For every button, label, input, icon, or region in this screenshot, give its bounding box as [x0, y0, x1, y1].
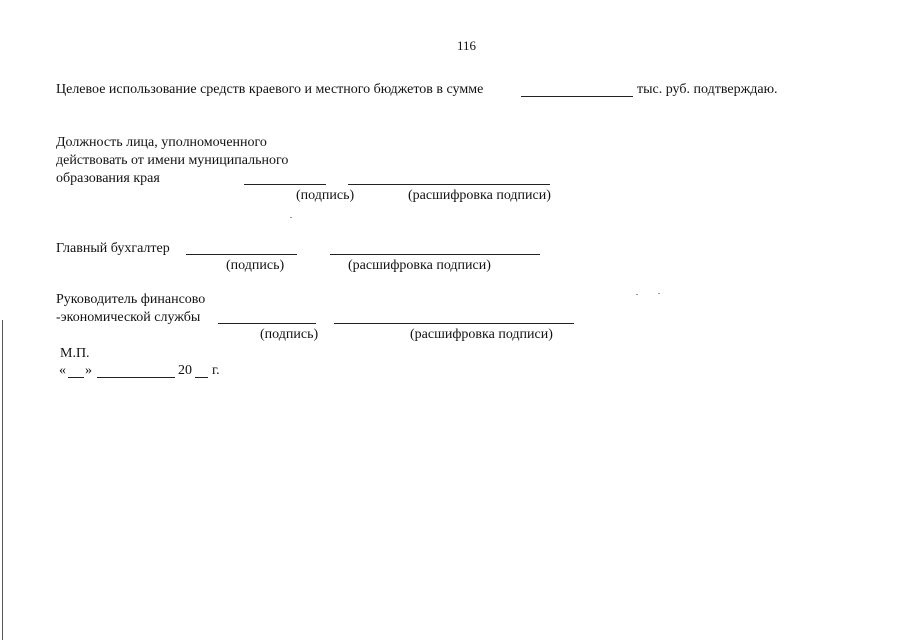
finance-signature-caption: (подпись)	[260, 327, 319, 342]
accountant-signature-caption: (подпись)	[226, 258, 285, 273]
page-number: 116	[457, 38, 477, 53]
scan-left-edge	[2, 320, 3, 640]
amount-blank-line[interactable]	[521, 96, 633, 97]
finance-decoding-line[interactable]	[334, 323, 574, 324]
official-position-line3: образования края	[56, 171, 160, 186]
accountant-label: Главный бухгалтер	[56, 241, 170, 256]
official-decoding-line[interactable]	[348, 184, 550, 185]
finance-head-line1: Руководитель финансово	[56, 292, 206, 307]
official-position-line1: Должность лица, уполномоченного	[56, 135, 267, 150]
date-year-blank[interactable]	[195, 377, 208, 378]
date-day-blank[interactable]	[68, 377, 84, 378]
scan-speck	[658, 293, 660, 294]
date-month-blank[interactable]	[97, 377, 175, 378]
confirmation-text: Целевое использование средств краевого и местного бюджетов в сумме	[56, 82, 484, 97]
official-position-line2: действовать от имени муниципального	[56, 153, 289, 168]
accountant-decoding-line[interactable]	[330, 254, 540, 255]
date-year-prefix: 20	[178, 363, 192, 378]
scan-speck	[290, 217, 292, 218]
date-year-suffix: г.	[212, 363, 220, 378]
confirmation-suffix: тыс. руб. подтверждаю.	[637, 82, 778, 97]
date-close-quote: »	[85, 363, 92, 378]
official-signature-caption: (подпись)	[296, 188, 355, 203]
stamp-label: М.П.	[60, 346, 90, 361]
accountant-signature-line[interactable]	[186, 254, 297, 255]
date-open-quote: «	[59, 363, 66, 378]
finance-head-line2: -экономической службы	[56, 310, 201, 325]
scan-speck	[636, 294, 638, 295]
official-decoding-caption: (расшифровка подписи)	[408, 188, 551, 203]
accountant-decoding-caption: (расшифровка подписи)	[348, 258, 491, 273]
finance-decoding-caption: (расшифровка подписи)	[410, 327, 553, 342]
official-signature-line[interactable]	[244, 184, 326, 185]
finance-signature-line[interactable]	[218, 323, 316, 324]
